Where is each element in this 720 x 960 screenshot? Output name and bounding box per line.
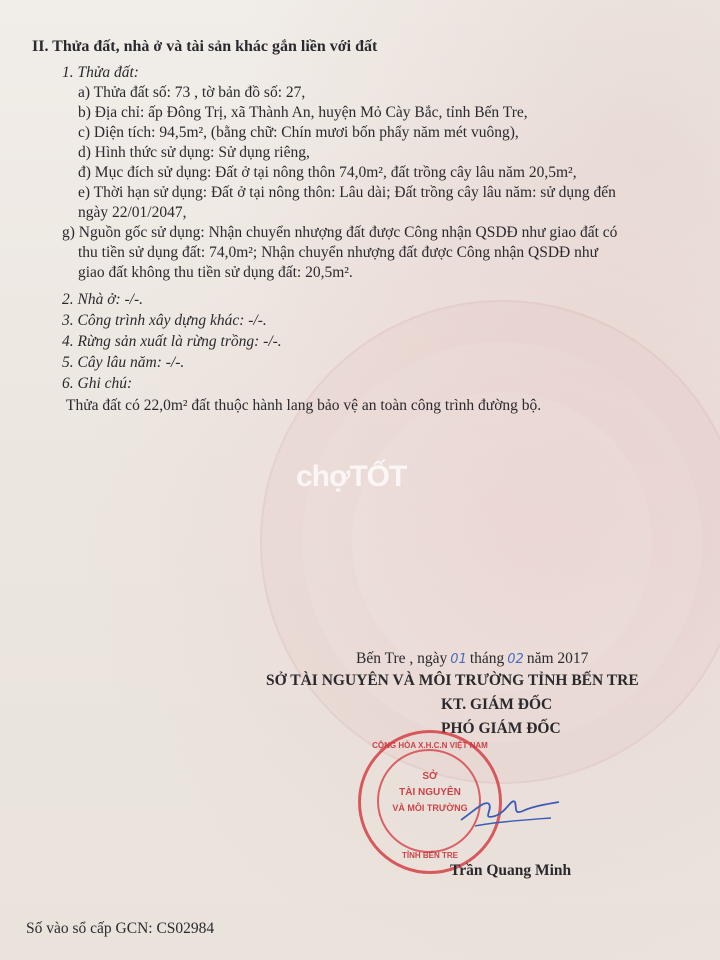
land-origin-3: giao đất không thu tiền sử dụng đất: 20,5m². <box>78 264 353 281</box>
signing-date <box>356 650 588 668</box>
gcn-registry-number: Số vào sổ cấp GCN: CS02984 <box>26 920 215 937</box>
date-prefix: Bến Tre , ngày <box>356 650 448 667</box>
land-usage-term: e) Thời hạn sử dụng: Đất ở tại nông thôn: Lâu dài; Đất trồng cây lâu năm: sử dụng đến <box>78 184 616 201</box>
seal-center-2: TÀI NGUYÊN <box>399 787 461 798</box>
seal-ring-top: CỘNG HÒA X.H.C.N VIỆT NAM <box>372 741 488 750</box>
land-origin-1: g) Nguồn gốc sử dụng: Nhận chuyển nhượng đất được Công nhận QSDĐ như giao đất có <box>62 224 618 241</box>
land-heading: 1. Thửa đất: <box>62 64 139 81</box>
signer-position: PHÓ GIÁM ĐỐC <box>441 720 561 737</box>
notes-heading: 6. Ghi chú: <box>62 375 133 392</box>
house-item: 2. Nhà ở: -/-. <box>62 291 144 308</box>
agency-name: SỞ TÀI NGUYÊN VÀ MÔI TRƯỜNG TỈNH BẾN TRE <box>266 672 639 689</box>
seal-center-3: VÀ MÔI TRƯỜNG <box>392 803 468 813</box>
date-month: 02 <box>507 652 524 667</box>
land-usage-form: d) Hình thức sử dụng: Sử dụng riêng, <box>78 144 310 161</box>
seal-center-1: SỞ <box>422 771 438 782</box>
section-title: II. Thửa đất, nhà ở và tài sản khác gắn liền với đất <box>32 38 378 55</box>
chotot-watermark: chợTỐT <box>296 460 407 493</box>
signer-authority: KT. GIÁM ĐỐC <box>441 696 553 713</box>
land-usage-term-date: ngày 22/01/2047, <box>78 204 187 221</box>
land-origin-2: thu tiền sử dụng đất: 74,0m²; Nhận chuyển nhượng đất được Công nhận QSDĐ như <box>78 244 599 261</box>
seal-ring-bottom: TỈNH BẾN TRE <box>402 851 458 860</box>
other-works-item: 3. Công trình xây dựng khác: -/-. <box>62 312 267 329</box>
land-area: c) Diện tích: 94,5m², (bằng chữ: Chín mươi bốn phẩy năm mét vuông), <box>78 124 519 141</box>
land-address: b) Địa chỉ: ấp Đông Trị, xã Thành An, huyện Mỏ Cày Bắc, tỉnh Bến Tre, <box>78 104 528 121</box>
handwritten-signature <box>455 780 565 840</box>
perennial-item: 5. Cây lâu năm: -/-. <box>62 354 185 371</box>
signer-name: Trần Quang Minh <box>450 862 572 879</box>
forest-item: 4. Rừng sản xuất là rừng trồng: -/-. <box>62 333 282 350</box>
date-day: 01 <box>450 652 467 667</box>
date-month-label: tháng <box>469 650 505 667</box>
notes-text: Thửa đất có 22,0m² đất thuộc hành lang bảo vệ an toàn công trình đường bộ. <box>66 397 542 414</box>
land-parcel-number: a) Thửa đất số: 73 , tờ bản đồ số: 27, <box>78 84 306 101</box>
land-usage-purpose: đ) Mục đích sử dụng: Đất ở tại nông thôn 74,0m², đất trồng cây lâu năm 20,5m², <box>78 164 577 181</box>
date-year: năm 2017 <box>526 650 589 667</box>
